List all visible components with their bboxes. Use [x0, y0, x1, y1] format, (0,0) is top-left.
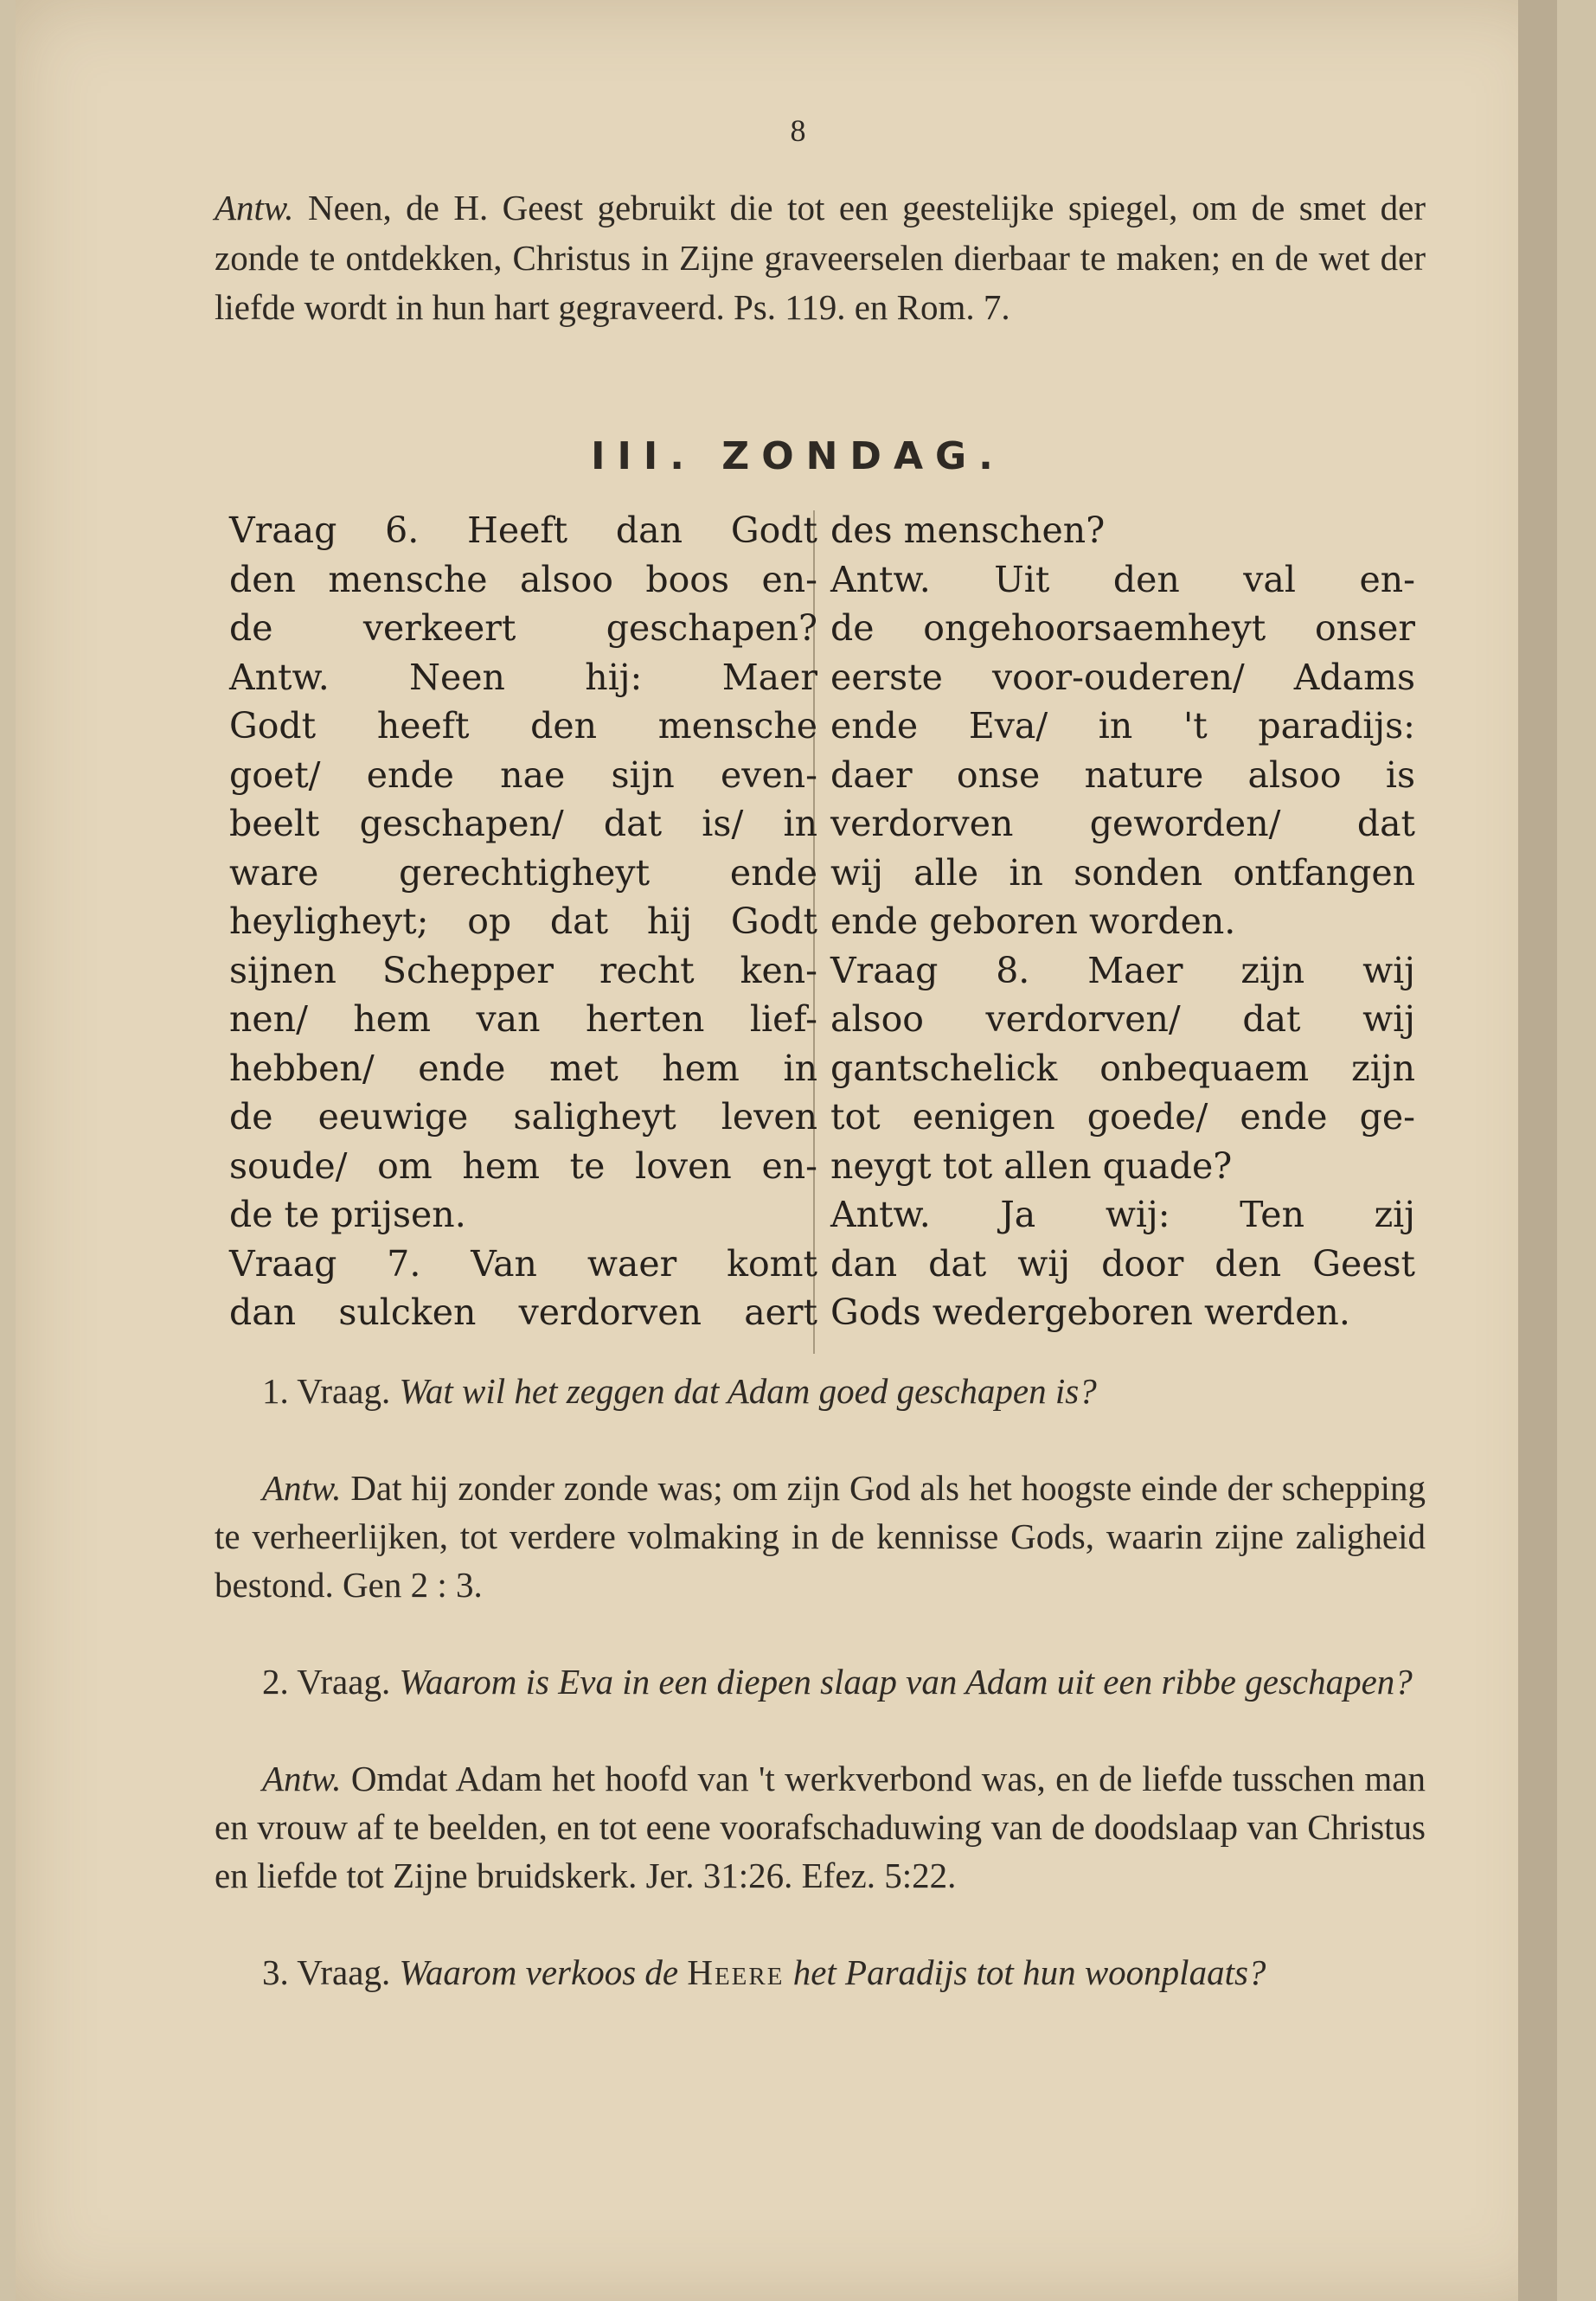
gothic-line: dan dat wij door den Geest: [830, 1242, 1415, 1285]
gothic-line: de verkeert geschapen?: [229, 607, 817, 649]
gothic-line: ende Eva/ in 't paradijs:: [830, 705, 1415, 747]
gothic-line: de te prijsen.: [229, 1194, 466, 1235]
gothic-line: ende geboren worden.: [830, 901, 1236, 942]
gothic-column-left: [229, 506, 817, 1337]
gothic-line: verdorven geworden/ dat: [830, 803, 1415, 844]
gothic-column-right: [830, 506, 1415, 1337]
section-heading: III. ZONDAG.: [591, 434, 1005, 478]
question-text-post: het Paradijs tot hun woonplaats?: [792, 1952, 1266, 1992]
gothic-line: Gods wedergeboren werden.: [830, 1292, 1350, 1333]
gothic-line: neygt tot allen quade?: [830, 1144, 1233, 1187]
gothic-line: Antw. Uit den val en-: [830, 558, 1415, 600]
gothic-line: Antw. Ja wij: Ten zij: [830, 1194, 1415, 1235]
gothic-line: ware gerechtigheyt ende: [229, 851, 817, 894]
answer-2: [215, 1754, 1426, 1900]
gothic-line: tot eenigen goede/ ende ge-: [830, 1096, 1415, 1138]
question-label: 1. Vraag.: [262, 1371, 391, 1411]
gothic-line: Vraag 8. Maer zijn wij: [830, 949, 1415, 991]
gothic-line: eerste voor-ouderen/ Adams: [830, 656, 1415, 698]
answer-label: Antw.: [262, 1759, 342, 1798]
gothic-line: den mensche alsoo boos en-: [229, 558, 817, 600]
question-text: Waarom is Eva in een diepen slaap van Adam uit een ribbe geschapen?: [399, 1662, 1413, 1702]
gothic-line: hebben/ ende met hem in: [229, 1047, 817, 1089]
intro-antw-label: Antw.: [215, 188, 294, 228]
answer-1: [215, 1464, 1426, 1609]
gothic-line: beelt geschapen/ dat is/ in: [229, 803, 817, 844]
page-edge: [1518, 0, 1557, 2301]
answer-text: Dat hij zonder zonde was; om zijn God als het hoogste einde der schepping te verheerlijken, tot verdere volmaking in de kennisse Gods, waarin zijne zaligheid bestond. Gen 2 : 3.: [215, 1468, 1426, 1605]
question-2: [215, 1657, 1426, 1706]
gothic-line: Antw. Neen hij: Maer: [229, 656, 817, 698]
answer-label: Antw.: [262, 1468, 342, 1508]
intro-text: Neen, de H. Geest gebruikt die tot een geestelijke spiegel, om de smet der zonde te ontdekken, Christus in Zijne graveerselen dierbaar te maken; en de wet der liefde wordt in hun hart gegraveerd. Ps. 119. en Rom. 7.: [215, 188, 1426, 327]
question-text: Wat wil het zeggen dat Adam goed geschapen is?: [399, 1371, 1097, 1411]
gothic-line: Godt heeft den mensche: [229, 705, 817, 747]
gothic-line: gantschelick onbequaem zijn: [830, 1047, 1415, 1089]
gothic-line: nen/ hem van herten lief-: [229, 998, 817, 1040]
gothic-line: des menschen?: [830, 510, 1106, 551]
gothic-line: alsoo verdorven/ dat wij: [830, 998, 1415, 1040]
question-text-name: Heere: [687, 1952, 785, 1992]
gothic-line: goet/ ende nae sijn even-: [229, 753, 817, 796]
gothic-line: de eeuwige saligheyt leven: [229, 1096, 817, 1138]
gothic-line: daer onse nature alsoo is: [830, 753, 1415, 796]
gothic-line: Vraag 7. Van waer komt: [229, 1242, 817, 1285]
intro-paragraph: [215, 183, 1426, 333]
gothic-line: dan sulcken verdorven aert: [229, 1292, 817, 1333]
gothic-line: heyligheyt; op dat hij Godt: [229, 901, 817, 942]
question-text-pre: Waarom verkoos de: [399, 1952, 679, 1992]
page-number: 8: [790, 113, 806, 148]
gothic-line: sijnen Schepper recht ken-: [229, 949, 817, 991]
gothic-line: soude/ om hem te loven en-: [229, 1144, 817, 1187]
gothic-line: Vraag 6. Heeft dan Godt: [229, 510, 817, 551]
question-3: [215, 1948, 1426, 1997]
answer-text: Omdat Adam het hoofd van 't werkverbond was, en de liefde tusschen man en vrouw af te beelden, en tot eene voorafschaduwing van de doodslaap van Christus en liefde tot Zijne bruidskerk. Jer. 31:26. Efez. 5:22.: [215, 1759, 1426, 1895]
question-label: 2. Vraag.: [262, 1662, 391, 1702]
question-1: [215, 1367, 1426, 1415]
gothic-line: wij alle in sonden ontfangen: [830, 851, 1415, 894]
gothic-line: de ongehoorsaemheyt onser: [830, 607, 1415, 649]
question-label: 3. Vraag.: [262, 1952, 391, 1992]
